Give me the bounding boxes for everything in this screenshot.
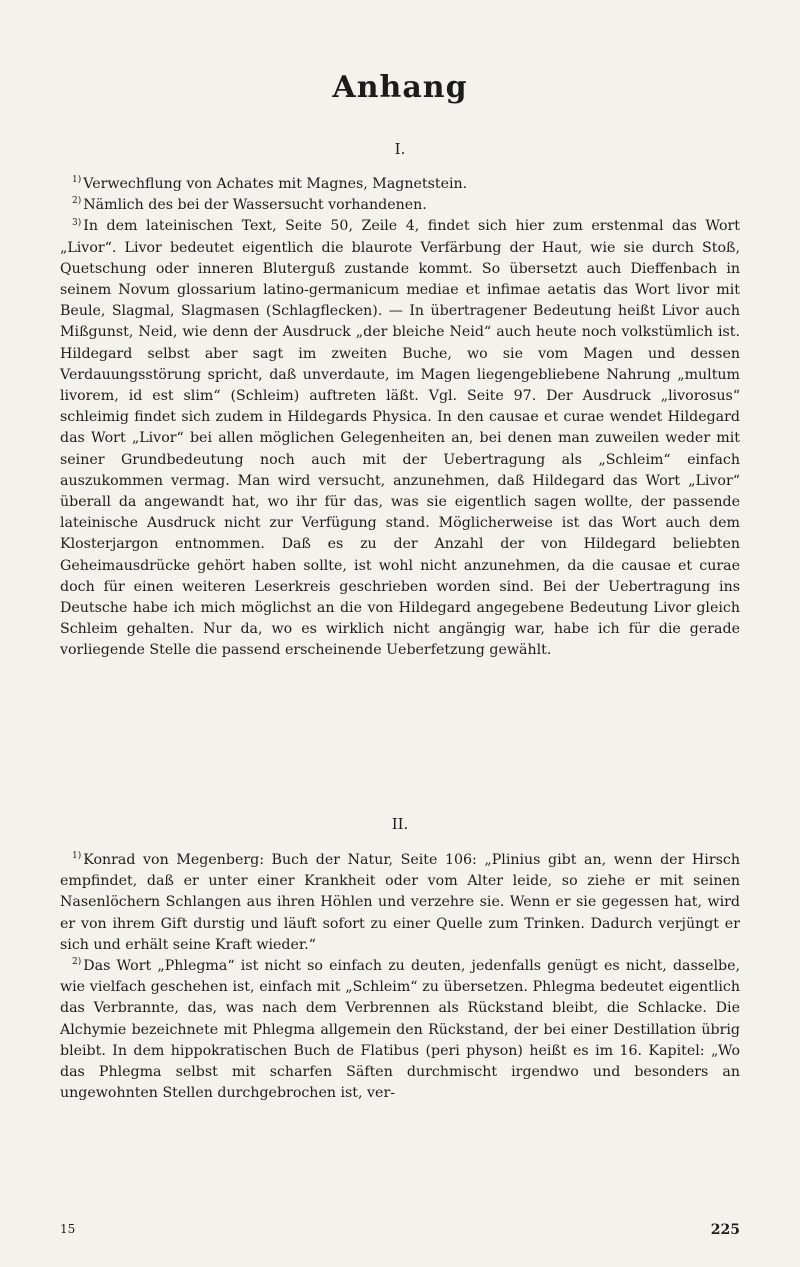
footnote — [60, 956, 740, 1104]
footnote-text: Das Wort „Phlegma“ ist nicht so einfach zu deuten, jedenfalls genügt es nicht, dasselbe, wie vielfach geschehen ist, einfach mit „Schleim“ zu übersetzen. Phlegma bedeutet eigentlich das Verbrannte, das, was nach dem Verbrennen als Rückstand bleibt, die Schlacke. Die Alchymie bezeichnete mit Phlegma allgemein den Rückstand, der bei einer Destillation übrig bleibt. In dem hippokratischen Buch de Flatibus (peri physon) heißt es im 16. Kapitel: „Wo das Phlegma selbst mit scharfen Säften durchmischt irgendwo und besonders an ungewohnten Stellen durchgebrochen ist, ver- — [60, 958, 740, 1102]
section-1 — [60, 174, 740, 662]
footnote-text: Nämlich des bei der Wassersucht vorhandenen. — [83, 197, 427, 214]
footnote-number: 2) — [72, 957, 82, 968]
footnote — [60, 195, 740, 216]
section-numeral-1: I. — [394, 140, 406, 158]
footnote — [60, 850, 740, 956]
footnote — [60, 216, 740, 661]
page-title: Anhang — [332, 70, 468, 105]
footnote-number: 3) — [72, 217, 82, 228]
section-2 — [60, 850, 740, 1104]
footnote-text: In dem lateinischen Text, Seite 50, Zeile 4, findet sich hier zum erstenmal das Wort „Livor“. Livor bedeutet eigentlich die blaurote Verfärbung der Haut, wie sie durch Stoß, Quetschung oder inneren Bluterguß zustande kommt. So übersetzt auch Dieffenbach in seinem Novum glossarium latino-germanicum mediae et infimae aetatis das Wort livor mit Beule, Slagmal, Slagmasen (Schlagflecken). — In übertragener Bedeutung heißt Livor auch Mißgunst, Neid, wie denn der Ausdruck „der bleiche Neid“ auch heute noch volkstümlich ist. Hildegard selbst aber sagt im zweiten Buche, wo sie vom Magen und dessen Verdauungsstörung spricht, daß unverdaute, im Magen liegengebliebene Nahrung „multum livorem, id est slim“ (Schleim) auftreten läßt. Vgl. Seite 97. Der Ausdruck „livorosus“ schleimig findet sich zudem in Hildegards Physica. In den causae et curae wendet Hildegard das Wort „Livor“ bei allen möglichen Gelegenheiten an, bei denen man zuweilen weder mit seiner Grundbedeutung noch auch mit der Uebertragung als „Schleim“ einfach auszukommen vermag. Man wird versucht, anzunehmen, daß Hildegard das Wort „Livor“ überall da angewandt hat, wo ihr für das, was sie eigentlich sagen wollte, der passende lateinische Ausdruck nicht zur Verfügung stand. Möglicherweise ist das Wort auch dem Klosterjargon entnommen. Daß es zu der Anzahl der von Hildegard beliebten Geheimausdrücke gehört haben sollte, ist wohl nicht anzunehmen, da die causae et curae doch für einen weiteren Leserkreis geschrieben worden sind. Bei der Uebertragung ins Deutsche habe ich mich möglichst an die von Hildegard angegebene Bedeutung Livor gleich Schleim gehalten. Nur da, wo es wirklich nicht angängig war, habe ich für die gerade vorliegende Stelle die passend erscheinende Ueberfetzung gewählt. — [60, 218, 740, 659]
section-numeral-2: II. — [391, 815, 409, 833]
footnote-text: Verwechflung von Achates mit Magnes, Magnetstein. — [83, 176, 468, 192]
footnote-number: 1) — [72, 851, 82, 862]
footnote-number: 1) — [72, 175, 82, 186]
footnote-number: 2) — [72, 196, 82, 207]
footnote — [60, 174, 740, 195]
page-number: 225 — [710, 1222, 740, 1238]
document-page — [60, 0, 740, 1267]
footnote-text: Konrad von Megenberg: Buch der Natur, Seite 106: „Plinius gibt an, wenn der Hirsch empfindet, daß er unter einer Krankheit oder vom Alter leide, so ziehe er mit seinen Nasenlöchern Schlangen aus ihren Höhlen und verzehre sie. Wenn er sie gegessen hat, wird er von ihrem Gift durstig und läuft sofort zu einer Quelle zum Trinken. Dadurch verjüngt er sich und erhält seine Kraft wieder.“ — [60, 852, 740, 953]
signature-mark: 15 — [60, 1222, 76, 1236]
page-footer — [60, 1222, 740, 1238]
